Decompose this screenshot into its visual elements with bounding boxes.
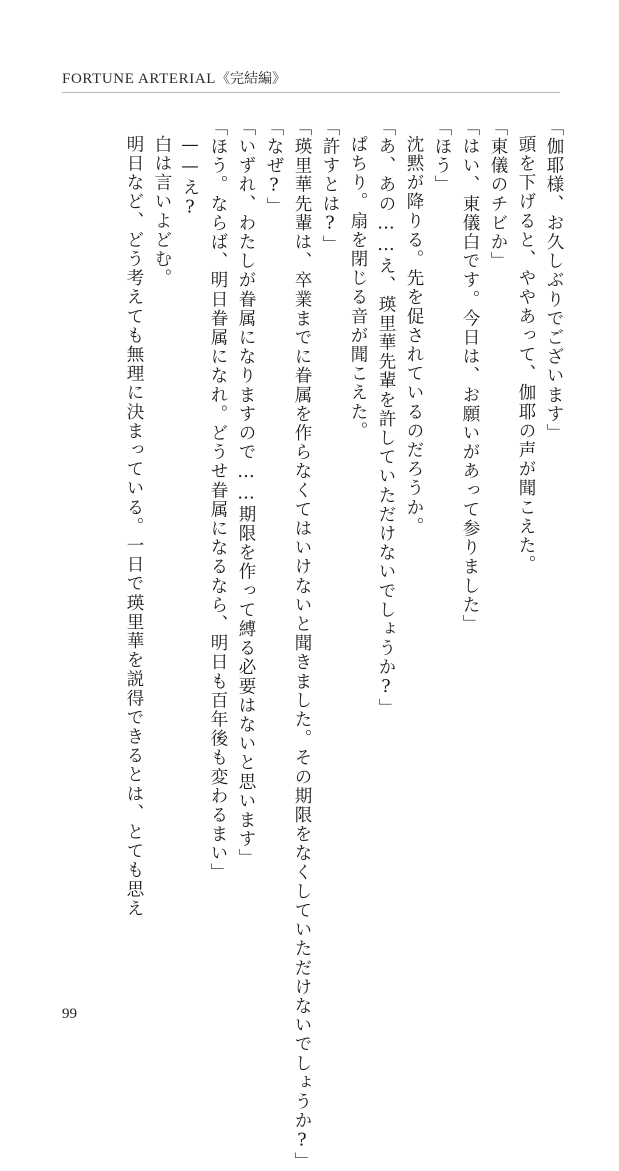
- header-subtitle: 《完結編》: [216, 72, 287, 87]
- text-line: ぱちり。扇を閉じる音が聞こえた。: [348, 135, 368, 441]
- text-line: 「はい、東儀白です。今日は、お願いがあって参りました」: [460, 118, 480, 634]
- text-line: 「いずれ、わたしが眷属になりますので……期限を作って縛る必要はないと思います」: [236, 118, 256, 868]
- text-line: 「東儀のチビか」: [488, 118, 508, 271]
- text-line: ——え?: [180, 135, 200, 219]
- text-line: 沈黙が降りる。先を促されているのだろうか。: [404, 135, 424, 537]
- text-line: 「あ、あの……え、瑛里華先輩を許していただけないでしょうか?」: [376, 118, 396, 718]
- page-number: 99: [62, 1006, 77, 1022]
- text-line: 明日など、どう考えても無理に決まっている。一日で瑛里華を説得できるとは、とても思え: [124, 135, 144, 919]
- text-line: 頭を下げると、ややあって、伽耶の声が聞こえた。: [516, 135, 536, 575]
- text-line: 「許すとは?」: [320, 118, 340, 255]
- text-line: 「ほう」: [432, 118, 452, 195]
- text-line: 「ほう。ならば、明日眷属になれ。どうせ眷属になるなら、明日も百年後も変わるまい」: [208, 118, 228, 882]
- text-line: 白は言いよどむ。: [152, 135, 172, 288]
- header-divider: [62, 92, 560, 93]
- text-line: 「なぜ?」: [264, 118, 284, 216]
- text-line: 「瑛里華先輩は、卒業までに眷属を作らなくてはいけないと聞きました。その期限をなくしていただけないでしょうか?」: [292, 118, 312, 1171]
- header-title: FORTUNE ARTERIAL: [62, 71, 217, 87]
- page-header: [62, 68, 286, 88]
- text-line: 「伽耶様、お久しぶりでございます」: [544, 118, 564, 443]
